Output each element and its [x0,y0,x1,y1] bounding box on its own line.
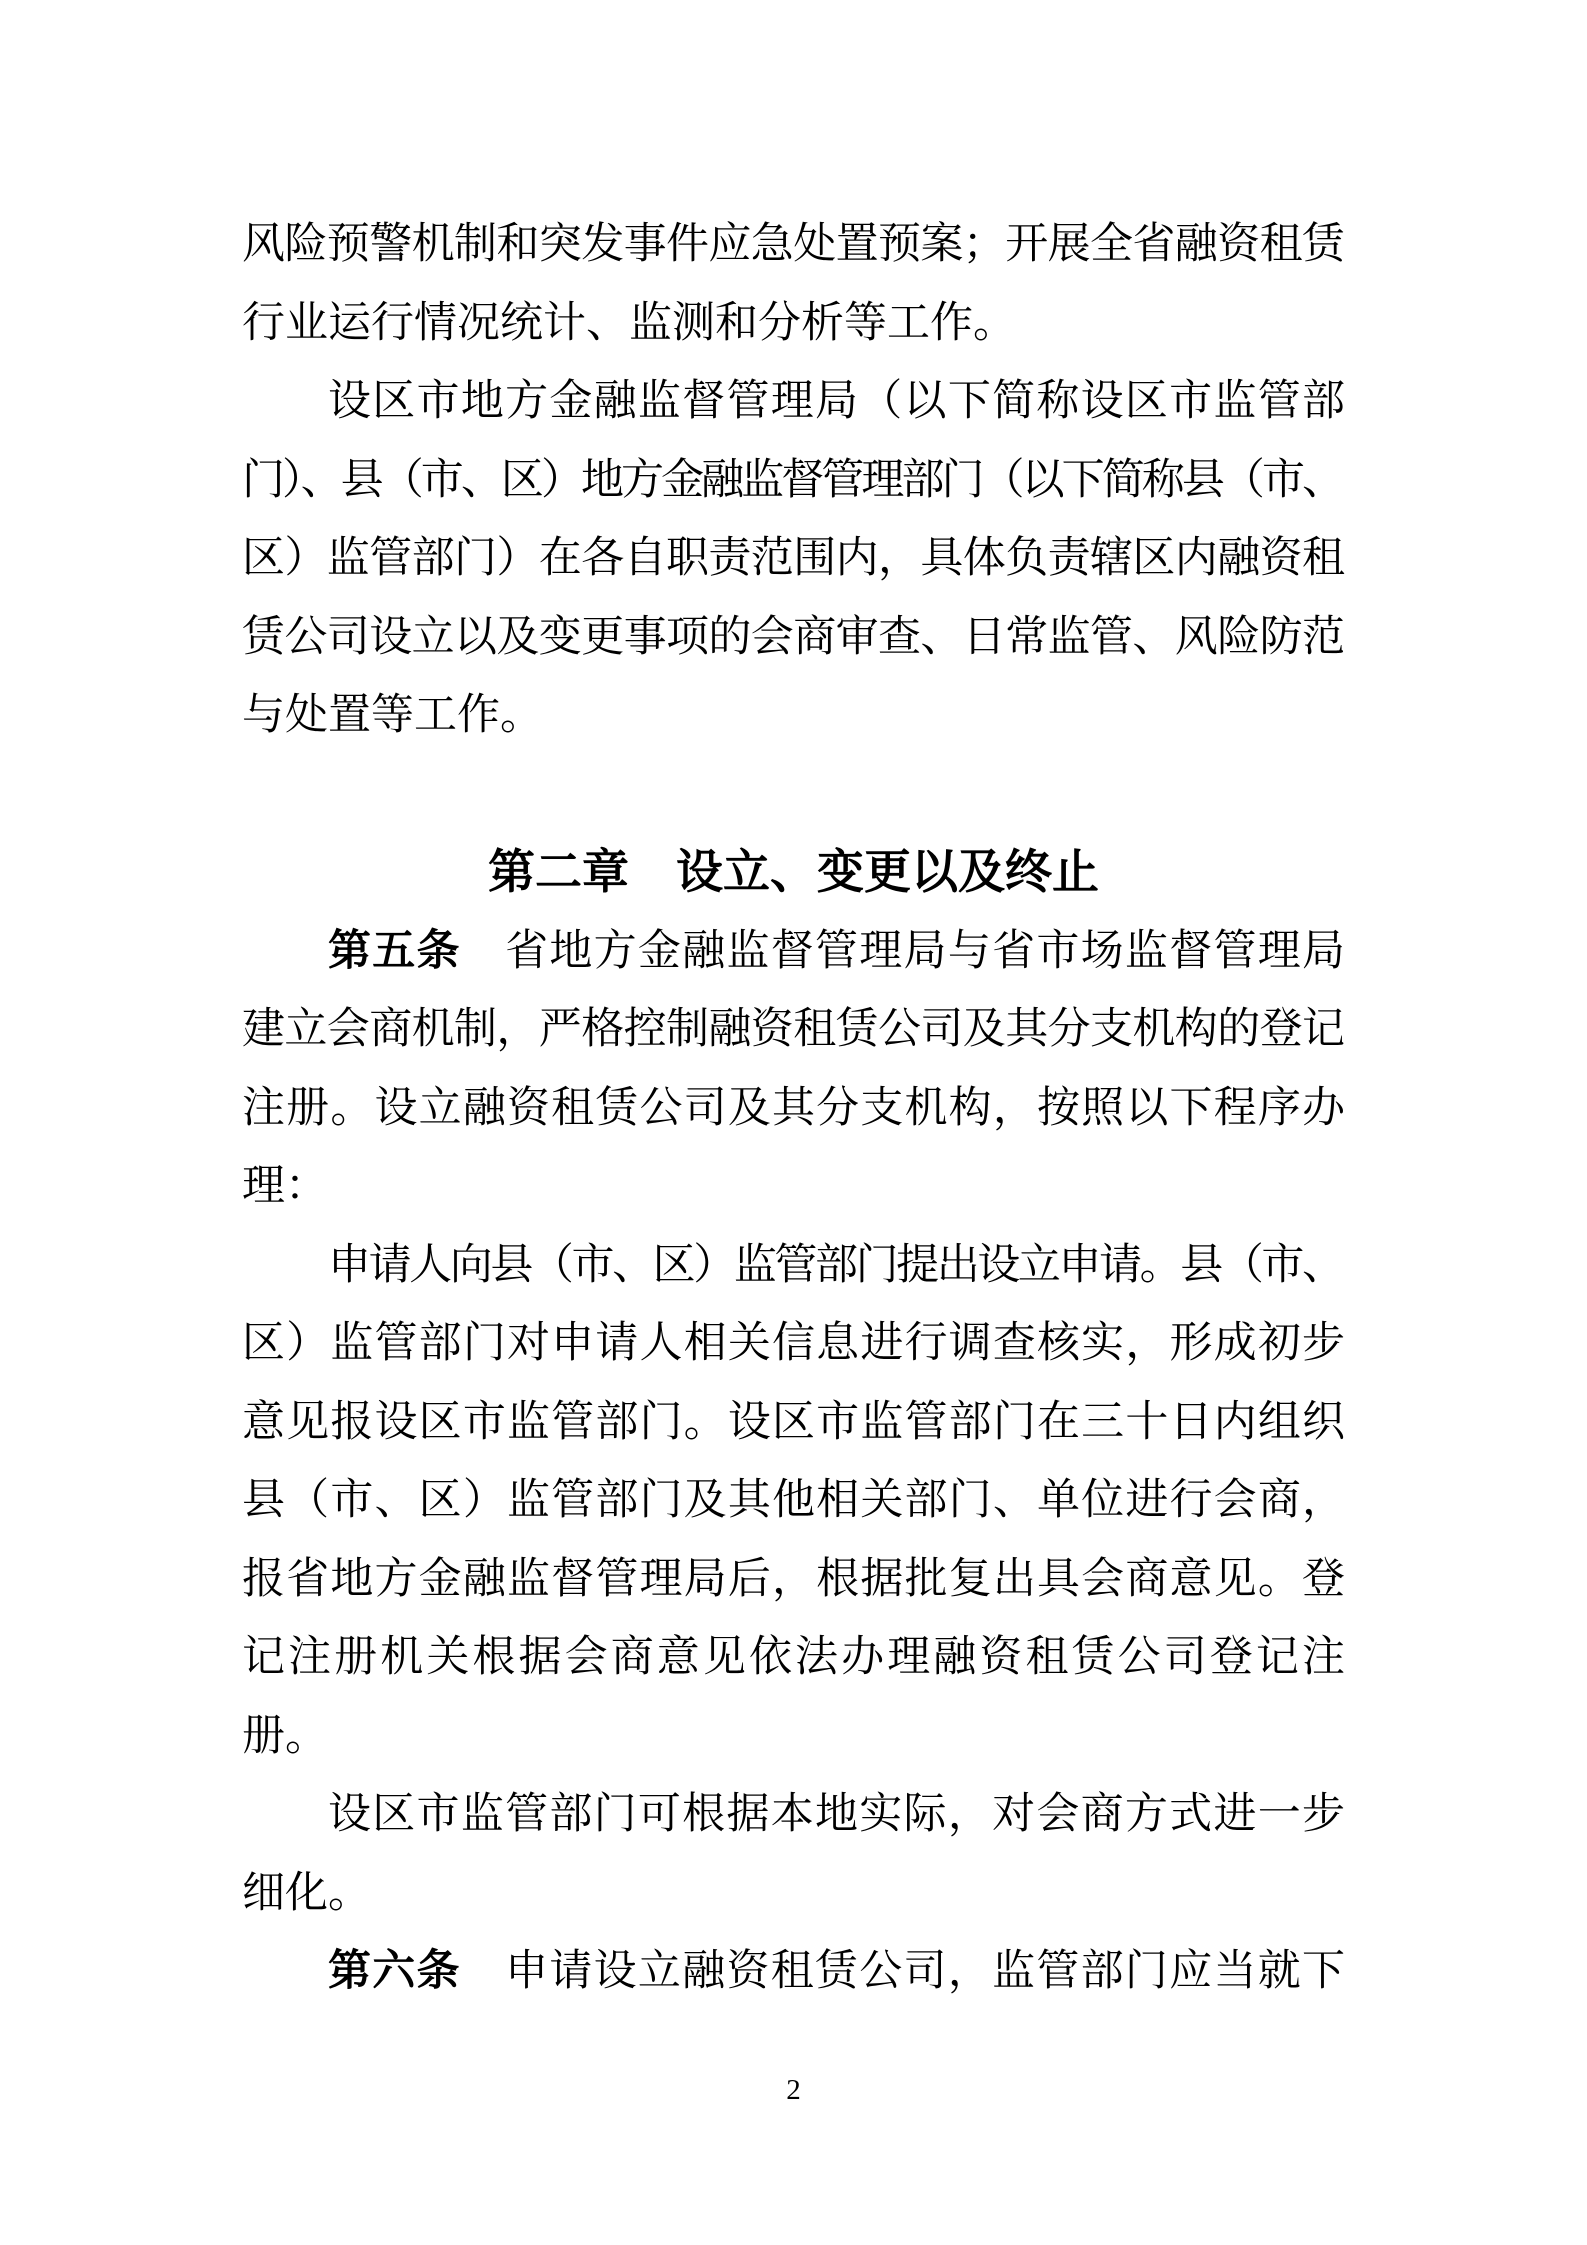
text-line: 意见报设区市监管部门。设区市监管部门在三十日内组织 [242,1398,1347,1446]
text-line: 建立会商机制，严格控制融资租赁公司及其分支机构的登记 [242,1006,1345,1053]
text-line: 申请人向县（市、区）监管部门提出设立申请。县（市、 [328,1241,1343,1289]
text-line: 与处置等工作。 [242,692,543,739]
text-line: 理： [242,1163,328,1210]
text-line: 行业运行情况统计、监测和分析等工作。 [242,299,1016,347]
article-label: 第五条 [328,927,461,975]
text-line: 报省地方金融监督管理局后，根据批复出具会商意见。登 [242,1555,1347,1603]
text-line: 设区市监管部门可根据本地实际，对会商方式进一步 [328,1791,1347,1838]
chapter-heading: 第二章 设立、变更以及终止 [488,847,1099,899]
document-body [242,206,1349,2012]
text-line: 区）监管部门）在各自职责范围内，具体负责辖区内融资租 [242,535,1345,582]
blank-line [242,756,1345,835]
text-line: 风险预警机制和突发事件应急处置预案；开展全省融资租赁 [242,221,1345,268]
text-line: 第五条 省地方金融监督管理局与省市场监督管理局 [328,927,1347,975]
text-line: 门）、县（市、区）地方金融监督管理部门（以下简称县（市、 [242,456,1343,504]
text-line: 记注册机关根据会商意见依法办理融资租赁公司登记注 [242,1634,1349,1681]
text-line: 册。 [242,1712,328,1760]
article-label: 第六条 [328,1948,461,1995]
text-line: 区）监管部门对申请人相关信息进行调查核实，形成初步 [242,1320,1347,1367]
text-line: 设区市地方金融监督管理局（以下简称设区市监管部 [328,378,1347,425]
text-line: 细化。 [242,1869,371,1917]
text-line: 注册。设立融资租赁公司及其分支机构，按照以下程序办 [242,1084,1347,1132]
text-line: 第六条 申请设立融资租赁公司，监管部门应当就下 [328,1948,1347,1995]
text-line: 赁公司设立以及变更事项的会商审查、日常监管、风险防范 [242,613,1345,661]
text-line: 县（市、区）监管部门及其他相关部门、单位进行会商， [242,1477,1347,1524]
page-number: 2 [786,2074,801,2106]
